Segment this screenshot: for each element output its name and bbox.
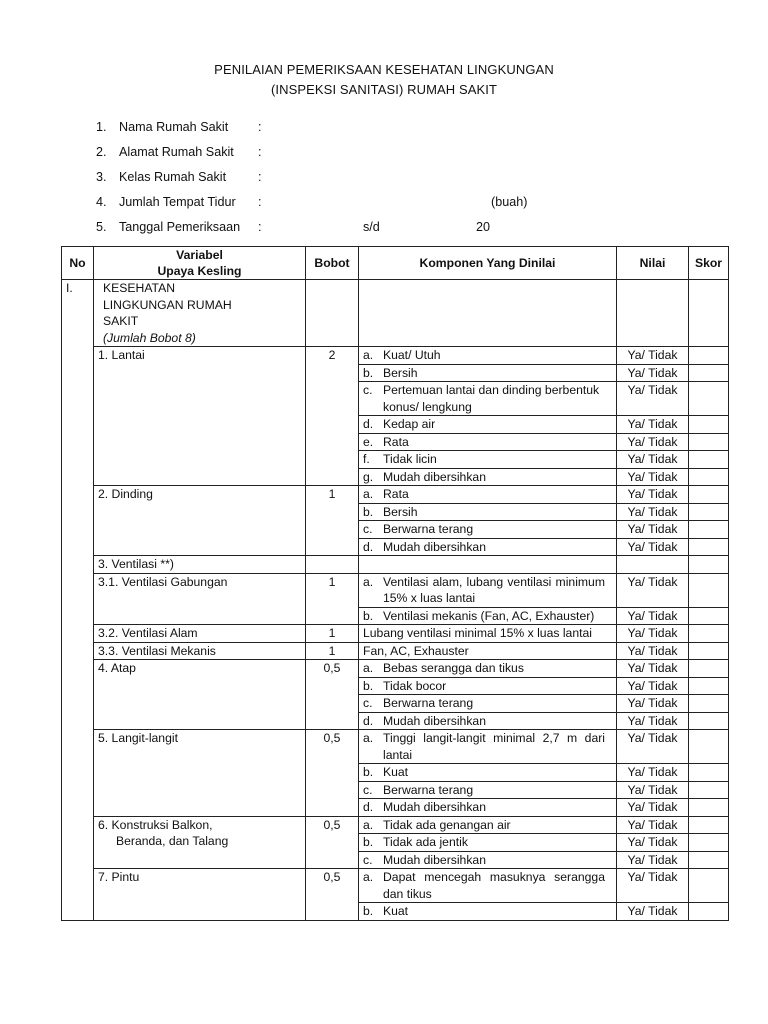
komponen-item: Fan, AC, Exhauster <box>359 642 617 660</box>
info-label: Kelas Rumah Sakit <box>119 170 227 184</box>
item-text: Kuat <box>383 904 409 918</box>
item-letter: b. <box>363 904 374 918</box>
variable-ventilasi-gabungan: 3.1. Ventilasi Gabungan <box>94 573 306 625</box>
skor-cell <box>689 816 729 834</box>
section-weight-note: (Jumlah Bobot 8) <box>103 330 196 345</box>
bobot-cell <box>306 556 359 574</box>
komponen-item <box>359 573 617 607</box>
nilai-cell: Ya/ Tidak <box>617 347 689 365</box>
header-bobot: Bobot <box>306 247 359 280</box>
assessment-table <box>61 246 729 921</box>
item-text: Berwarna terang <box>383 782 474 797</box>
table-row <box>62 869 729 903</box>
komponen-item <box>359 382 617 416</box>
skor-cell <box>689 556 729 574</box>
table-row <box>62 486 729 504</box>
komponen-item <box>359 816 617 834</box>
info-row-kelas <box>96 168 716 193</box>
item-text: Rata <box>383 434 409 449</box>
table-row <box>62 625 729 643</box>
item-letter: c. <box>363 782 373 797</box>
item-text: Mudah dibersihkan <box>383 469 486 484</box>
document-subtitle: (INSPEKSI SANITASI) RUMAH SAKIT <box>270 82 498 97</box>
komponen-item <box>359 799 617 817</box>
header-variabel <box>94 247 306 280</box>
komponen-item <box>359 869 617 903</box>
nilai-cell: Ya/ Tidak <box>617 730 689 764</box>
info-label: Jumlah Tempat Tidur <box>119 195 236 209</box>
section-title-line2: LINGKUNGAN RUMAH <box>103 297 232 312</box>
section-number: I. <box>62 280 94 921</box>
section-row <box>62 280 729 347</box>
item-letter: b. <box>363 608 374 623</box>
document-title: PENILAIAN PEMERIKSAAN KESEHATAN LINGKUNGAN <box>214 62 554 77</box>
skor-cell <box>689 660 729 678</box>
nilai-cell: Ya/ Tidak <box>617 538 689 556</box>
header-komponen: Komponen Yang Dinilai <box>359 247 617 280</box>
bobot-cell <box>306 280 359 347</box>
item-letter: a. <box>363 574 374 589</box>
table-row <box>62 347 729 365</box>
header-no: No <box>62 247 94 280</box>
nilai-cell: Ya/ Tidak <box>617 382 689 416</box>
skor-cell <box>689 573 729 607</box>
item-text: Tidak licin <box>383 452 437 466</box>
item-text: Berwarna terang <box>383 522 474 536</box>
item-text: Tidak ada genangan air <box>383 817 511 832</box>
komponen-item <box>359 834 617 852</box>
table-header-row <box>62 247 729 280</box>
info-date-separator: s/d <box>363 220 380 234</box>
info-colon: : <box>258 120 262 134</box>
item-letter: b. <box>363 504 374 519</box>
skor-cell <box>689 712 729 730</box>
item-letter: a. <box>363 487 374 501</box>
komponen-item <box>359 695 617 713</box>
nilai-cell: Ya/ Tidak <box>617 660 689 678</box>
item-letter: c. <box>363 522 373 536</box>
skor-cell <box>689 347 729 365</box>
nilai-cell: Ya/ Tidak <box>617 851 689 869</box>
item-text: Mudah dibersihkan <box>383 713 486 728</box>
komponen-item <box>359 851 617 869</box>
skor-cell <box>689 799 729 817</box>
header-variabel-line1: Variabel <box>176 248 223 262</box>
nilai-cell: Ya/ Tidak <box>617 764 689 782</box>
komponen-item <box>359 730 617 764</box>
skor-cell <box>689 382 729 416</box>
komponen-item <box>359 486 617 504</box>
item-text: Pertemuan lantai dan dinding berbentuk konus/ lengkung <box>383 383 600 414</box>
skor-cell <box>689 521 729 539</box>
item-letter: a. <box>363 731 374 745</box>
info-number: 4. <box>96 195 107 209</box>
komponen-cell <box>359 556 617 574</box>
item-text: Ventilasi mekanis (Fan, AC, Exhauster) <box>383 608 595 623</box>
komponen-item <box>359 521 617 539</box>
info-number: 1. <box>96 120 107 134</box>
item-letter: a. <box>363 661 374 675</box>
item-letter: d. <box>363 539 374 554</box>
komponen-item <box>359 538 617 556</box>
komponen-item <box>359 451 617 469</box>
nilai-cell: Ya/ Tidak <box>617 486 689 504</box>
bobot-ventilasi-mekanis: 1 <box>306 642 359 660</box>
table-row <box>62 660 729 678</box>
skor-cell <box>689 695 729 713</box>
skor-cell <box>689 364 729 382</box>
nilai-cell: Ya/ Tidak <box>617 521 689 539</box>
info-unit: (buah) <box>491 195 528 209</box>
bobot-pintu: 0,5 <box>306 869 359 921</box>
info-row-tanggal <box>96 218 716 243</box>
skor-cell <box>689 764 729 782</box>
bobot-atap: 0,5 <box>306 660 359 730</box>
variable-ventilasi-mekanis: 3.3. Ventilasi Mekanis <box>94 642 306 660</box>
nilai-cell: Ya/ Tidak <box>617 799 689 817</box>
item-letter: b. <box>363 765 374 779</box>
item-letter: c. <box>363 696 373 710</box>
item-text: Dapat mencegah masuknya serangga dan tikus <box>383 870 605 901</box>
bobot-konstruksi: 0,5 <box>306 816 359 869</box>
skor-cell <box>689 677 729 695</box>
komponen-item <box>359 660 617 678</box>
nilai-cell <box>617 556 689 574</box>
nilai-cell: Ya/ Tidak <box>617 451 689 469</box>
variable-konstruksi-line2: Beranda, dan Talang <box>116 834 229 848</box>
info-year-prefix: 20 <box>476 220 491 234</box>
nilai-cell: Ya/ Tidak <box>617 642 689 660</box>
komponen-item <box>359 364 617 382</box>
header-nilai: Nilai <box>617 247 689 280</box>
item-text: Tinggi langit-langit minimal 2,7 m dari lantai <box>383 731 605 762</box>
item-letter: c. <box>363 852 373 867</box>
info-label: Nama Rumah Sakit <box>119 120 229 134</box>
info-colon: : <box>258 195 262 209</box>
komponen-item <box>359 433 617 451</box>
bobot-dinding: 1 <box>306 486 359 556</box>
item-text: Mudah dibersihkan <box>383 852 486 867</box>
komponen-item <box>359 347 617 365</box>
nilai-cell <box>617 280 689 347</box>
skor-cell <box>689 834 729 852</box>
nilai-cell: Ya/ Tidak <box>617 869 689 903</box>
skor-cell <box>689 538 729 556</box>
item-letter: d. <box>363 417 374 431</box>
item-letter: c. <box>363 383 373 397</box>
skor-cell <box>689 642 729 660</box>
info-row-alamat <box>96 143 716 168</box>
table-row <box>62 556 729 574</box>
nilai-cell: Ya/ Tidak <box>617 677 689 695</box>
item-text: Rata <box>383 487 409 501</box>
komponen-item <box>359 764 617 782</box>
komponen-item <box>359 468 617 486</box>
table-row <box>62 816 729 834</box>
info-colon: : <box>258 170 262 184</box>
item-letter: e. <box>363 434 374 449</box>
item-letter: b. <box>363 835 374 849</box>
info-number: 3. <box>96 170 107 184</box>
nilai-cell: Ya/ Tidak <box>617 416 689 434</box>
skor-cell <box>689 607 729 625</box>
info-row-tempat-tidur <box>96 193 716 218</box>
variable-ventilasi-alam: 3.2. Ventilasi Alam <box>94 625 306 643</box>
nilai-cell: Ya/ Tidak <box>617 712 689 730</box>
item-letter: b. <box>363 365 374 380</box>
skor-cell <box>689 433 729 451</box>
nilai-cell: Ya/ Tidak <box>617 503 689 521</box>
info-colon: : <box>258 220 262 234</box>
table-row <box>62 730 729 764</box>
skor-cell <box>689 781 729 799</box>
nilai-cell: Ya/ Tidak <box>617 903 689 921</box>
section-title-line3: SAKIT <box>103 314 139 328</box>
info-label: Tanggal Pemeriksaan <box>119 220 241 234</box>
item-text: Bersih <box>383 504 418 519</box>
nilai-cell: Ya/ Tidak <box>617 433 689 451</box>
item-letter: a. <box>363 348 374 362</box>
komponen-item <box>359 416 617 434</box>
komponen-item <box>359 903 617 921</box>
nilai-cell: Ya/ Tidak <box>617 816 689 834</box>
bobot-lantai: 2 <box>306 347 359 486</box>
section-title <box>94 280 306 347</box>
table-row <box>62 573 729 607</box>
info-label: Alamat Rumah Sakit <box>119 145 234 159</box>
skor-cell <box>689 468 729 486</box>
item-text: Tidak bocor <box>383 678 447 693</box>
nilai-cell: Ya/ Tidak <box>617 468 689 486</box>
variable-konstruksi <box>94 816 306 869</box>
skor-cell <box>689 503 729 521</box>
nilai-cell: Ya/ Tidak <box>617 573 689 607</box>
variable-ventilasi: 3. Ventilasi **) <box>94 556 306 574</box>
item-letter: b. <box>363 678 374 693</box>
item-letter: f. <box>363 452 370 466</box>
header-skor: Skor <box>689 247 729 280</box>
bobot-ventilasi-gabungan: 1 <box>306 573 359 625</box>
skor-cell <box>689 903 729 921</box>
komponen-item <box>359 503 617 521</box>
skor-cell <box>689 280 729 347</box>
komponen-item <box>359 712 617 730</box>
item-text: Mudah dibersihkan <box>383 539 486 554</box>
item-letter: d. <box>363 800 374 814</box>
item-letter: g. <box>363 469 374 484</box>
item-letter: d. <box>363 713 374 728</box>
skor-cell <box>689 486 729 504</box>
info-number: 2. <box>96 145 107 159</box>
item-text: Bersih <box>383 365 418 380</box>
skor-cell <box>689 730 729 764</box>
info-colon: : <box>258 145 262 159</box>
section-title-line1: KESEHATAN <box>103 281 176 295</box>
item-text: Berwarna terang <box>383 696 474 710</box>
item-text: Kuat/ Utuh <box>383 348 441 362</box>
item-letter: a. <box>363 870 374 884</box>
skor-cell <box>689 625 729 643</box>
variable-pintu: 7. Pintu <box>94 869 306 921</box>
komponen-item <box>359 781 617 799</box>
item-text: Mudah dibersihkan <box>383 800 486 814</box>
item-text: Bebas serangga dan tikus <box>383 661 524 675</box>
item-text: Kuat <box>383 765 409 779</box>
hospital-info-list <box>96 118 716 243</box>
nilai-cell: Ya/ Tidak <box>617 695 689 713</box>
skor-cell <box>689 416 729 434</box>
nilai-cell: Ya/ Tidak <box>617 607 689 625</box>
komponen-item: Lubang ventilasi minimal 15% x luas lantai <box>359 625 617 643</box>
item-text: Kedap air <box>383 417 436 431</box>
komponen-cell <box>359 280 617 347</box>
skor-cell <box>689 451 729 469</box>
bobot-langit-langit: 0,5 <box>306 730 359 817</box>
variable-lantai: 1. Lantai <box>94 347 306 486</box>
info-row-nama <box>96 118 716 143</box>
skor-cell <box>689 851 729 869</box>
komponen-item <box>359 677 617 695</box>
variable-dinding: 2. Dinding <box>94 486 306 556</box>
info-number: 5. <box>96 220 107 234</box>
skor-cell <box>689 869 729 903</box>
nilai-cell: Ya/ Tidak <box>617 781 689 799</box>
bobot-ventilasi-alam: 1 <box>306 625 359 643</box>
table-row <box>62 642 729 660</box>
item-text: Tidak ada jentik <box>383 835 468 849</box>
nilai-cell: Ya/ Tidak <box>617 834 689 852</box>
item-text: Ventilasi alam, lubang ventilasi minimum 15% x luas lantai <box>383 574 605 605</box>
variable-atap: 4. Atap <box>94 660 306 730</box>
variable-konstruksi-line1: 6. Konstruksi Balkon, <box>98 817 213 832</box>
nilai-cell: Ya/ Tidak <box>617 625 689 643</box>
item-letter: a. <box>363 817 374 832</box>
komponen-item <box>359 607 617 625</box>
header-variabel-line2: Upaya Kesling <box>157 264 242 278</box>
variable-langit-langit: 5. Langit-langit <box>94 730 306 817</box>
nilai-cell: Ya/ Tidak <box>617 364 689 382</box>
